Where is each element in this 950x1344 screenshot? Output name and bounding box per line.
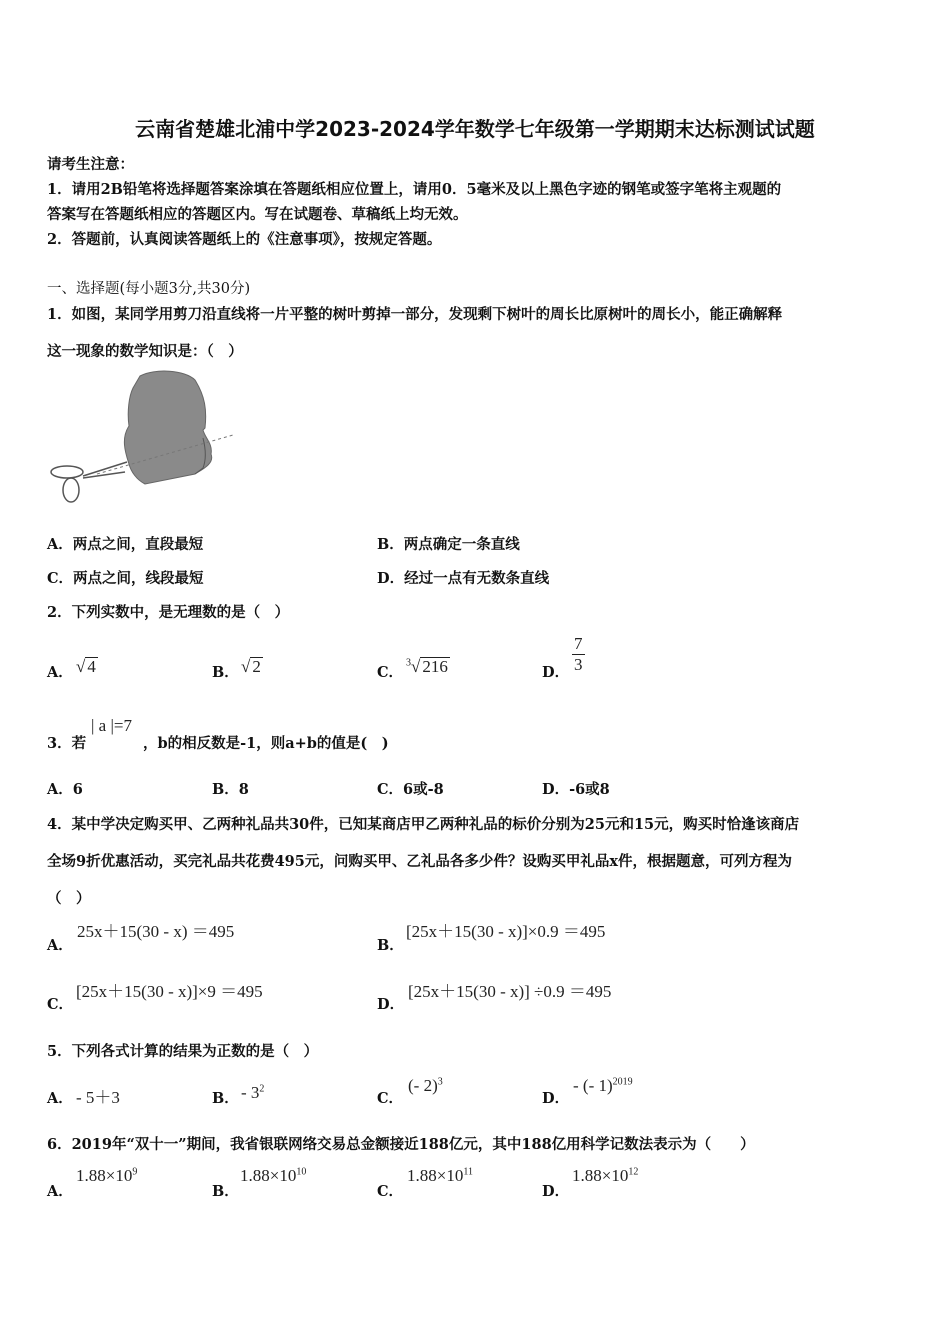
q5-option-b-label: B．	[212, 1090, 239, 1107]
q6-option-b-math: $1.88\times 10^{10}$	[240, 1166, 307, 1185]
q3-suffix: ，b的相反数是-1，则a+b的值是( )	[143, 735, 389, 752]
q4-stem-line2: 全场9折优惠活动，买完礼品共花费495元，问购买甲、乙礼品各多少件？设购买甲礼品x件，根据题意，可列方程为	[47, 853, 792, 870]
q4-option-d-label: D．	[377, 996, 405, 1013]
q1-option-c: C．两点之间，线段最短	[47, 570, 204, 587]
leaf-shape	[124, 371, 211, 484]
q2-option-c-math: $^3$√ 216	[406, 657, 448, 676]
q5-stem: 5．下列各式计算的结果为正数的是（ ）	[47, 1043, 319, 1060]
q6-option-a-math: $1.88\times 10^9$	[76, 1166, 138, 1185]
q4-option-b-math: [25x＋15(30 - x)]×0.9 ＝495	[406, 922, 606, 941]
scissor-handle	[51, 466, 83, 478]
q2-option-c-label: C．	[377, 664, 404, 681]
q1-option-d: D．经过一点有无数条直线	[377, 570, 550, 587]
q4-option-c-math: [25x＋15(30 - x)]×9 ＝495	[76, 982, 263, 1001]
q4-option-a-math: 25x＋15(30 - x) ＝495	[77, 922, 235, 941]
q2-stem: 2．下列实数中，是无理数的是（ ）	[47, 604, 290, 621]
q6-stem: 6．2019年“双十一”期间，我省银联网络交易总金额接近188亿元，其中188亿用科学记数法表示为（ ）	[47, 1136, 755, 1153]
q2-option-a-label: A．	[47, 664, 73, 681]
q2-option-b-math: √ 2	[241, 657, 261, 676]
q3-option-d: D．-6或8	[542, 781, 610, 798]
q6-option-d-math: $1.88\times 10^{12}$	[572, 1166, 639, 1185]
q6-option-c-math: $1.88\times 10^{11}$	[407, 1166, 473, 1185]
page-title: 云南省楚雄北浦中学2023-2024学年数学七年级第一学期期末达标测试试题	[135, 117, 815, 141]
q6-option-c-label: C．	[377, 1183, 404, 1200]
q3-option-b: B．8	[212, 781, 249, 798]
q4-stem-line1: 4．某中学决定购买甲、乙两种礼品共30件，已知某商店甲乙两种礼品的标价分别为25元和15元，购买时恰逢该商店	[47, 816, 800, 833]
q1-option-a: A．两点之间，直段最短	[47, 536, 204, 553]
q4-option-d-math: [25x＋15(30 - x)] ÷0.9 ＝495	[408, 982, 612, 1001]
q5-option-a-label: A．	[47, 1090, 73, 1107]
q5-option-a-math: - 5＋3	[76, 1088, 120, 1107]
scissor-blade-2	[83, 472, 125, 478]
q4-option-a-label: A．	[47, 937, 73, 954]
q2-option-a-math: √ 4	[76, 657, 96, 676]
q5-option-d-math: - (- 1)$^{2019}$	[573, 1076, 633, 1095]
q1-stem-line2: 这一现象的数学知识是：（ ）	[47, 343, 243, 360]
q3-option-c: C．6或-8	[377, 781, 444, 798]
scissor-blade	[83, 462, 127, 476]
q6-option-a-label: A．	[47, 1183, 73, 1200]
notice-line-2: 答案写在答题纸相应的答题区内。写在试题卷、草稿纸上均无效。	[47, 206, 468, 223]
q5-option-d-label: D．	[542, 1090, 570, 1107]
q3-prefix: 3．若	[47, 735, 87, 752]
q5-option-c-label: C．	[377, 1090, 404, 1107]
q6-option-d-label: D．	[542, 1183, 570, 1200]
q5-option-c-math: (- 2)$^3$	[408, 1076, 443, 1095]
q6-option-b-label: B．	[212, 1183, 239, 1200]
q3-option-a: A．6	[47, 781, 83, 798]
q4-option-c-label: C．	[47, 996, 74, 1013]
section-heading: 一、选择题(每小题3分,共30分)	[47, 281, 251, 297]
q2-option-d-fraction: $\frac{7}{3}$	[574, 634, 583, 674]
q1-option-b: B．两点确定一条直线	[377, 536, 520, 553]
q5-option-b-math: - $3^2$	[241, 1083, 265, 1102]
q2-option-b-label: B．	[212, 664, 239, 681]
q4-option-b-label: B．	[377, 937, 404, 954]
q1-stem-line1: 1．如图，某同学用剪刀沿直线将一片平整的树叶剪掉一部分，发现剩下树叶的周长比原树叶的周长小，能正确解释	[47, 306, 783, 323]
q4-stem-line3: （ ）	[47, 890, 91, 907]
leaf-scissors-figure	[45, 368, 240, 513]
notice-heading: 请考生注意：	[47, 156, 134, 173]
notice-line-3: 2．答题前，认真阅读答题纸上的《注意事项》，按规定答题。	[47, 231, 442, 248]
scissor-handle-2	[63, 478, 79, 502]
notice-line-1: 1．请用2B铅笔将选择题答案涂填在答题纸相应位置上，请用0．5毫米及以上黑色字迹的钢笔或签字笔将主观题的	[47, 181, 782, 198]
q2-option-d-label: D．	[542, 664, 570, 681]
q3-condition: | a |=7	[91, 716, 132, 735]
